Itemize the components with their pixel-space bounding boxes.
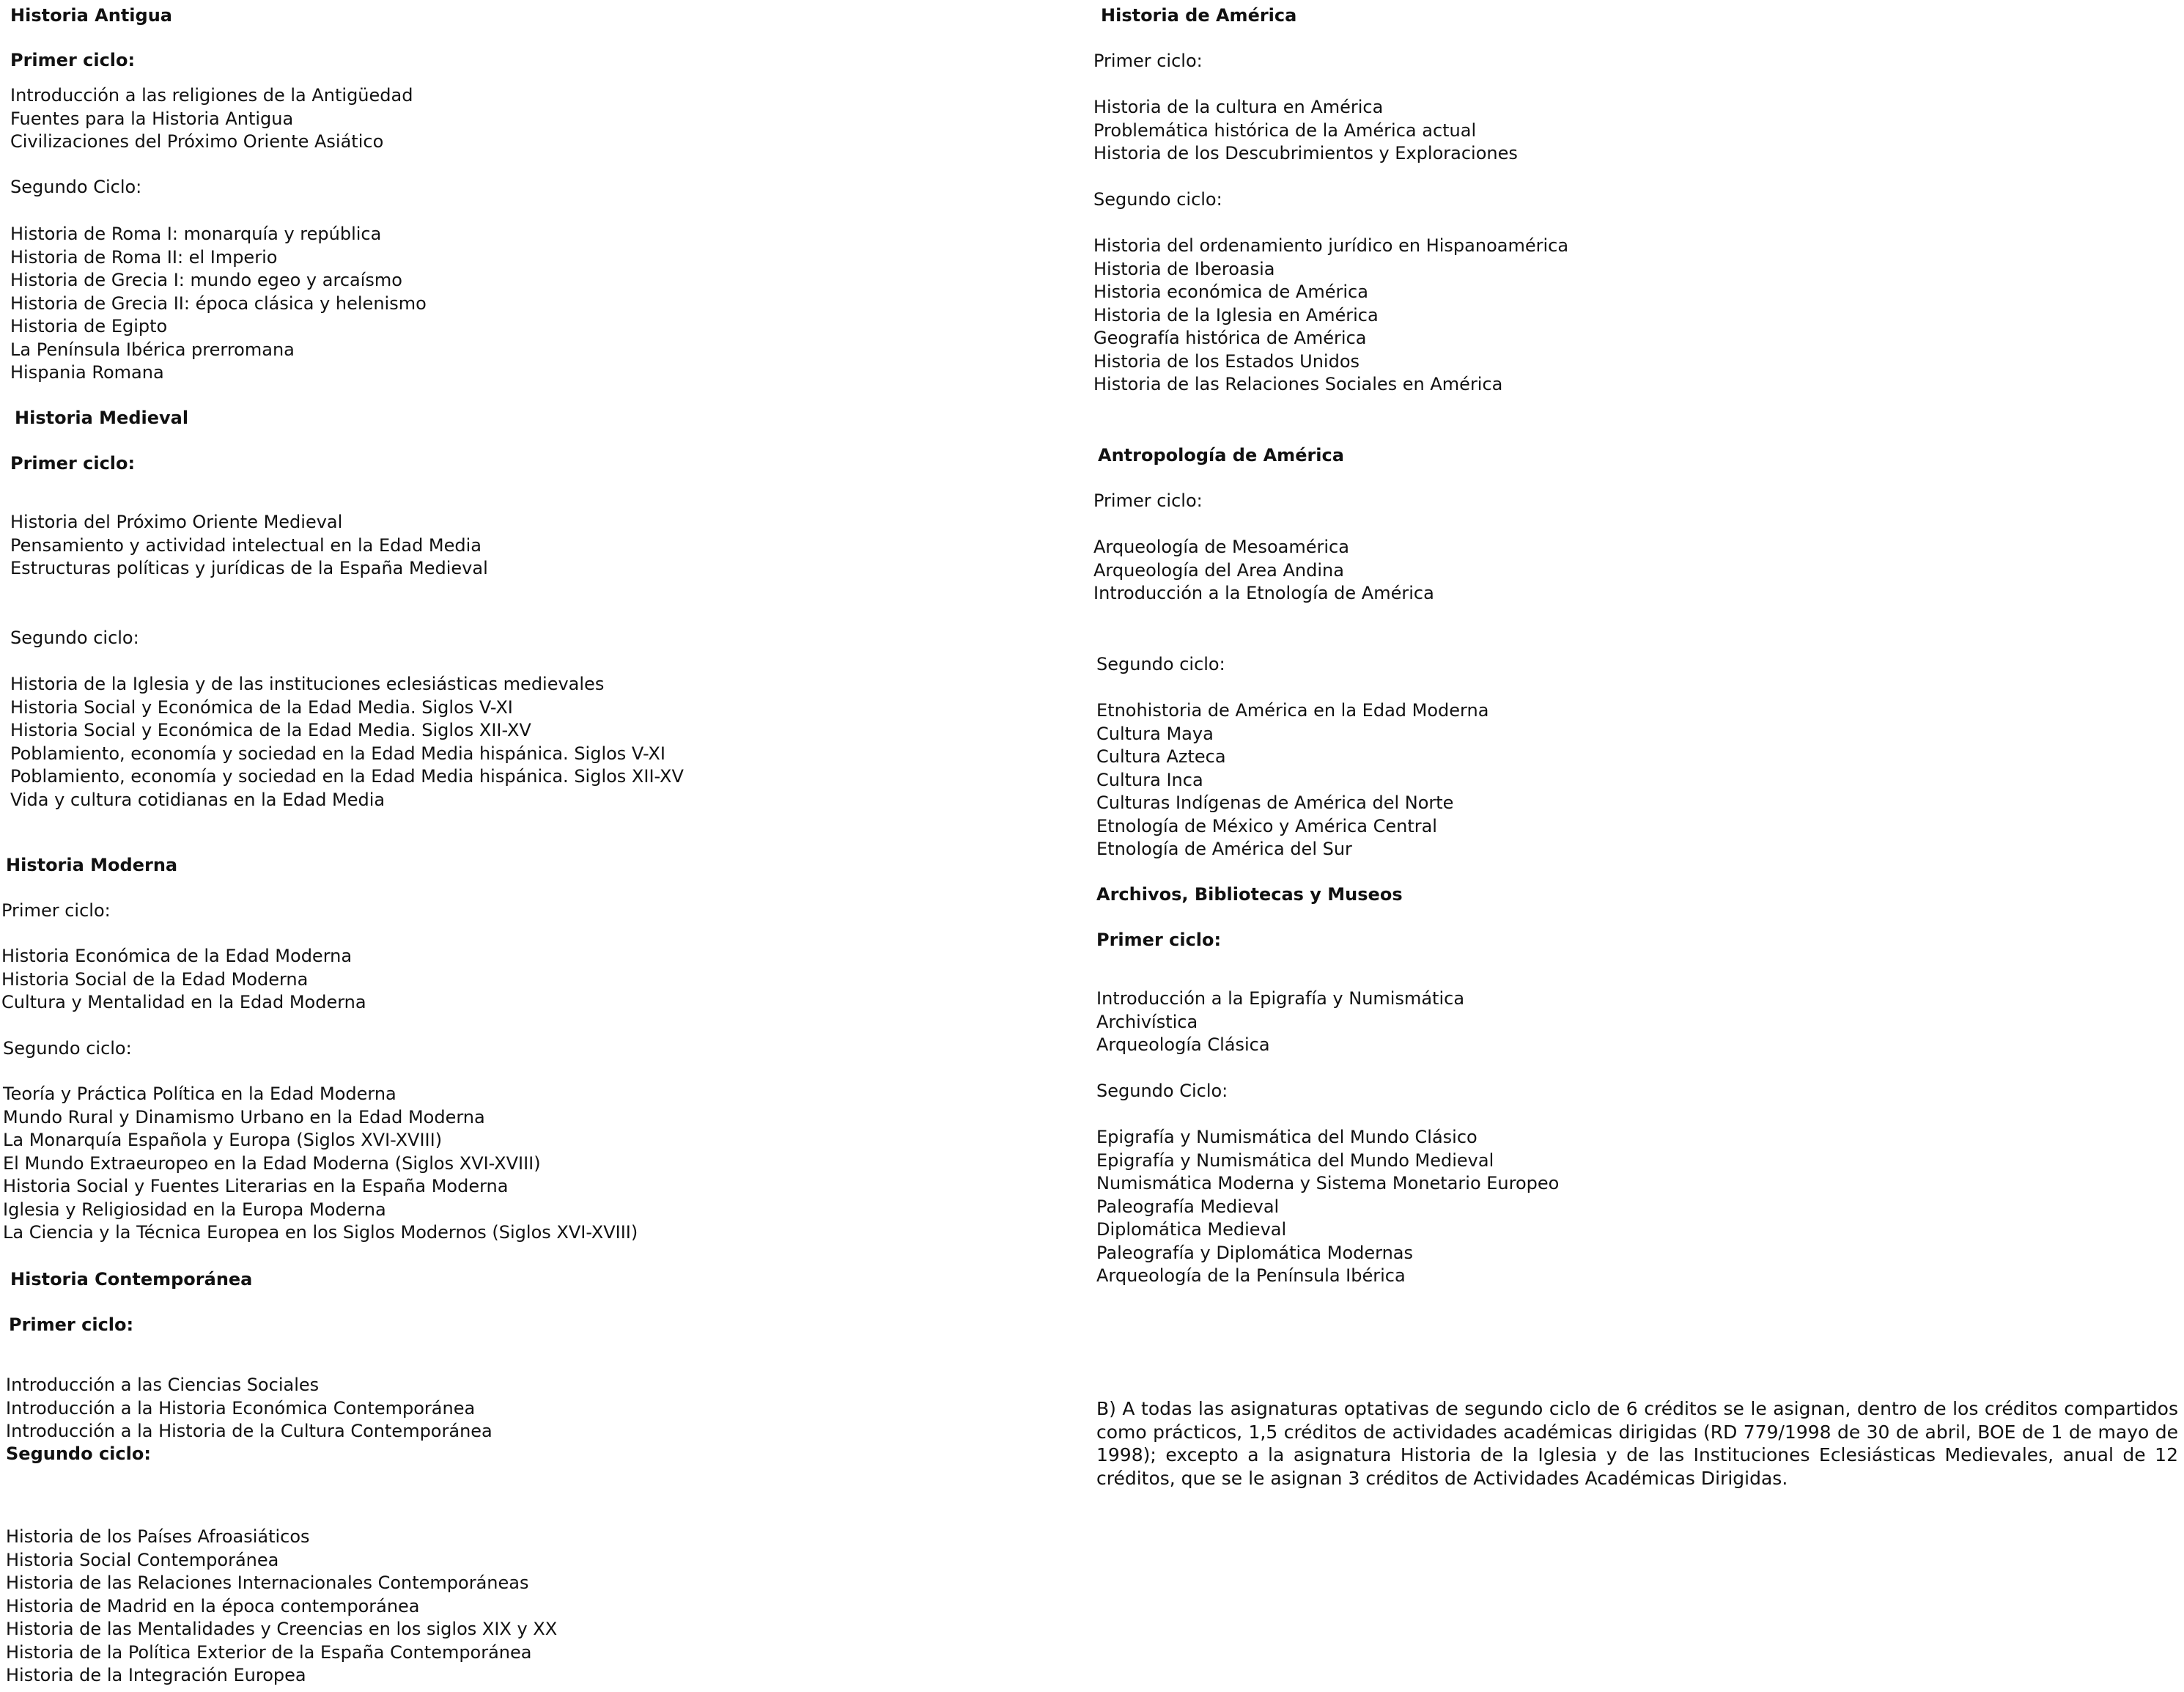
segundo-ciclo-label: Segundo ciclo: [1096, 654, 1225, 674]
list-item: Historia de Roma I: monarquía y república [10, 224, 382, 244]
list-item: Historia de la Política Exterior de la España Contemporánea [6, 1641, 532, 1663]
list-item: Fuentes para la Historia Antigua [10, 108, 294, 129]
list-item: La Península Ibérica prerromana [10, 339, 295, 360]
primer-ciclo-label: Primer ciclo: [1093, 490, 1203, 511]
list-item: Historia de los Estados Unidos [1093, 350, 1360, 372]
primer-ciclo-label: Primer ciclo: [1, 900, 111, 921]
list-item: Historia de Egipto [10, 316, 168, 336]
list-item: Archivística [1096, 1011, 1198, 1032]
list-item: Arqueología de la Península Ibérica [1096, 1265, 1406, 1286]
list-item: Historia de Grecia II: época clásica y helenismo [10, 293, 427, 314]
list-item: Poblamiento, economía y sociedad en la Edad Media hispánica. Siglos XII-XV [10, 766, 684, 787]
list-item: Geografía histórica de América [1093, 328, 1367, 348]
list-item: Introducción a la Epigrafía y Numismática [1096, 988, 1465, 1009]
moderna-primer-list [1, 945, 366, 1015]
list-item: Etnohistoria de América en la Edad Moderna [1096, 700, 1489, 721]
list-item: Historia de las Relaciones Sociales en América [1093, 374, 1503, 394]
list-item: Introducción a las religiones de la Antigüedad [10, 85, 413, 106]
list-item: Historia de la Iglesia y de las instituciones eclesiásticas medievales [10, 674, 605, 694]
list-item: Epigrafía y Numismática del Mundo Clásico [1096, 1127, 1477, 1147]
section-title-historia-moderna: Historia Moderna [6, 855, 178, 875]
list-item: Historia Social y Económica de la Edad Media. Siglos V-XI [10, 696, 513, 718]
list-item: Cultura Inca [1096, 769, 1203, 790]
list-item: Epigrafía y Numismática del Mundo Medieval [1096, 1150, 1494, 1171]
list-item: Historia económica de América [1093, 282, 1368, 302]
segundo-ciclo-label: Segundo ciclo: [3, 1038, 132, 1059]
list-item: Historia Social y Fuentes Literarias en la España Moderna [3, 1176, 509, 1196]
list-item: Historia de la Iglesia en América [1093, 304, 1379, 325]
list-item: Historia de Roma II: el Imperio [10, 246, 278, 268]
list-item: Historia Social y Económica de la Edad Media. Siglos XII-XV [10, 720, 531, 740]
list-item: Mundo Rural y Dinamismo Urbano en la Edad Moderna [3, 1106, 485, 1128]
list-item: Etnología de América del Sur [1096, 839, 1352, 859]
list-item: Introducción a la Historia de la Cultura Contemporánea [6, 1421, 492, 1441]
list-item: La Ciencia y la Técnica Europea en los Siglos Modernos (Siglos XVI-XVIII) [3, 1222, 638, 1243]
list-item: Teoría y Práctica Política en la Edad Moderna [3, 1084, 396, 1104]
list-item: El Mundo Extraeuropeo en la Edad Moderna (Siglos XVI-XVIII) [3, 1152, 541, 1174]
section-title-historia-antigua: Historia Antigua [10, 5, 172, 26]
list-item: Introducción a la Etnología de América [1093, 583, 1434, 603]
section-title-historia-de-america: Historia de América [1101, 5, 1297, 26]
section-title-historia-medieval: Historia Medieval [15, 408, 189, 428]
list-item: Arqueología Clásica [1096, 1034, 1270, 1055]
list-item: Paleografía y Diplomática Modernas [1096, 1242, 1413, 1263]
primer-ciclo-label: Primer ciclo: [10, 453, 136, 474]
list-item: Historia de los Descubrimientos y Exploraciones [1093, 143, 1518, 163]
list-item: Historia del ordenamiento jurídico en Hispanoamérica [1093, 235, 1569, 256]
list-item: Pensamiento y actividad intelectual en la Edad Media [10, 534, 482, 556]
list-item: Etnología de México y América Central [1096, 815, 1437, 836]
list-item: Cultura Maya [1096, 723, 1214, 744]
primer-ciclo-label: Primer ciclo: [10, 50, 136, 70]
america-primer-list [1093, 96, 1518, 166]
segundo-ciclo-label: Segundo ciclo: [6, 1443, 151, 1464]
list-item: Vida y cultura cotidianas en la Edad Media [10, 789, 385, 810]
list-item: Diplomática Medieval [1096, 1219, 1287, 1240]
list-item: Arqueología del Area Andina [1093, 559, 1344, 581]
list-item: Historia de Madrid en la época contemporánea [6, 1595, 420, 1616]
list-item: Historia de la Integración Europea [6, 1665, 306, 1685]
credits-note-paragraph: B) A todas las asignaturas optativas de segundo ciclo de 6 créditos se le asignan, dentro de los créditos compartidos como prácticos, 1,5 créditos de actividades académicas dirigidas (RD 779/1998 de 30 de abril, BOE de 1 de mayo de 1998); excepto a la asignatura Historia de la Iglesia y de las Instituciones Eclesiásticas Medievales, anual de 12 créditos, que se le asignan 3 créditos de Actividades Académicas Dirigidas. [1096, 1398, 2178, 1489]
list-item: Cultura y Mentalidad en la Edad Moderna [1, 992, 366, 1012]
section-title-archivos-bibliotecas-museos: Archivos, Bibliotecas y Museos [1096, 884, 1403, 905]
list-item: Historia de las Mentalidades y Creencias en los siglos XIX y XX [6, 1619, 558, 1639]
list-item: Historia Económica de la Edad Moderna [1, 946, 353, 966]
primer-ciclo-label: Primer ciclo: [9, 1314, 134, 1335]
antropologia-primer-list [1093, 536, 1434, 606]
list-item: Introducción a las Ciencias Sociales [6, 1375, 320, 1395]
contemporanea-primer-list [6, 1374, 492, 1443]
segundo-ciclo-label: Segundo ciclo: [1093, 189, 1222, 210]
list-item: Hispania Romana [10, 362, 164, 383]
antigua-segundo-list [10, 223, 427, 385]
list-item: Historia Social Contemporánea [6, 1549, 279, 1570]
antropologia-segundo-list [1096, 699, 1488, 861]
contemporanea-segundo-list [6, 1526, 557, 1688]
segundo-ciclo-label: Segundo ciclo: [10, 628, 139, 648]
primer-ciclo-label: Primer ciclo: [1096, 930, 1222, 950]
moderna-segundo-list [3, 1083, 638, 1245]
antigua-primer-list [10, 84, 413, 154]
section-title-historia-contemporanea: Historia Contemporánea [10, 1269, 253, 1290]
list-item: Culturas Indígenas de América del Norte [1096, 792, 1454, 813]
list-item: Historia de Iberoasia [1093, 258, 1275, 279]
list-item: Paleografía Medieval [1096, 1196, 1280, 1217]
list-item: Numismática Moderna y Sistema Monetario Europeo [1096, 1173, 1560, 1193]
list-item: Cultura Azteca [1096, 746, 1226, 767]
america-segundo-list [1093, 235, 1568, 397]
medieval-primer-list [10, 511, 488, 581]
list-item: Historia de la cultura en América [1093, 97, 1384, 117]
list-item: Historia de los Países Afroasiáticos [6, 1526, 310, 1547]
segundo-ciclo-label: Segundo Ciclo: [10, 177, 142, 197]
list-item: Historia de las Relaciones Internacionales Contemporáneas [6, 1573, 529, 1593]
segundo-ciclo-label: Segundo Ciclo: [1096, 1081, 1228, 1101]
list-item: Estructuras políticas y jurídicas de la España Medieval [10, 558, 488, 578]
list-item: Historia de Grecia I: mundo egeo y arcaísmo [10, 270, 402, 290]
list-item: Problemática histórica de la América actual [1093, 119, 1477, 141]
section-title-antropologia-de-america: Antropología de América [1098, 445, 1344, 466]
primer-ciclo-label: Primer ciclo: [1093, 51, 1203, 71]
list-item: Arqueología de Mesoamérica [1093, 537, 1349, 557]
list-item: Historia del Próximo Oriente Medieval [10, 512, 343, 532]
list-item: Iglesia y Religiosidad en la Europa Moderna [3, 1199, 386, 1220]
medieval-segundo-list [10, 673, 684, 812]
archivos-segundo-list [1096, 1126, 1559, 1288]
list-item: La Monarquía Española y Europa (Siglos XVI-XVIII) [3, 1130, 443, 1150]
list-item: Historia Social de la Edad Moderna [1, 968, 309, 990]
list-item: Introducción a la Historia Económica Contemporánea [6, 1397, 476, 1419]
archivos-primer-list [1096, 987, 1464, 1057]
list-item: Poblamiento, economía y sociedad en la Edad Media hispánica. Siglos V-XI [10, 743, 665, 764]
list-item: Civilizaciones del Próximo Oriente Asiático [10, 131, 384, 152]
